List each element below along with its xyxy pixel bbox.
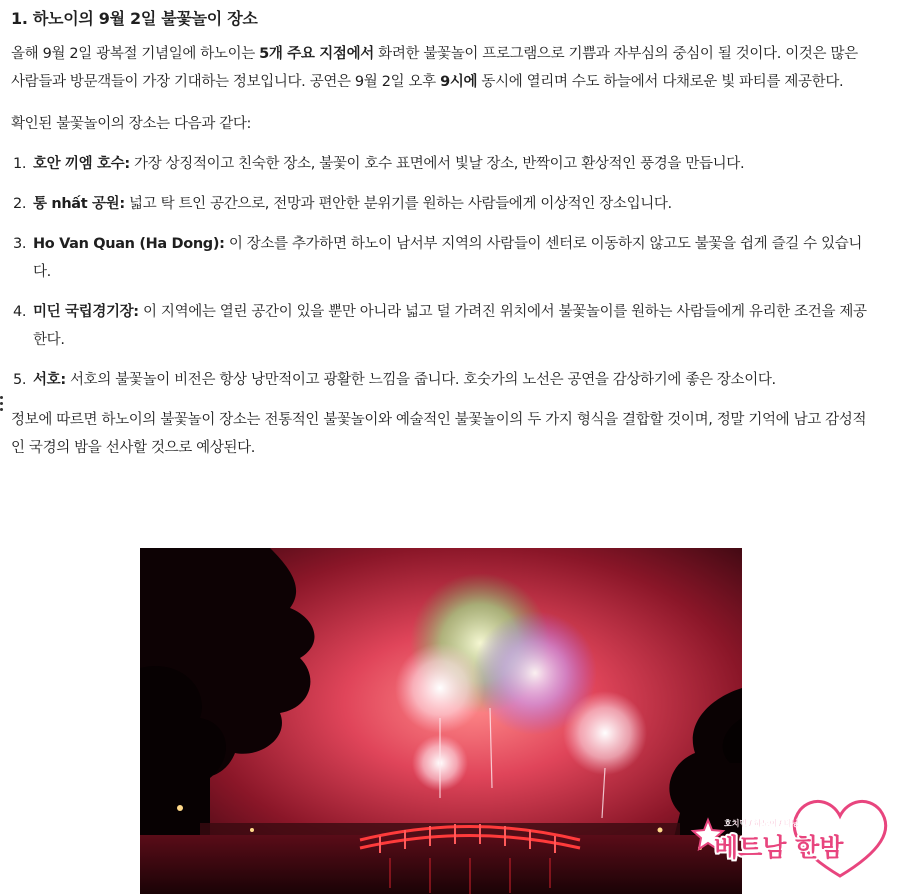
intro-text-3: 동시에 열리며 수도 하늘에서 다채로운 빛 파티를 제공한다. [477,74,844,90]
drag-handle-icon[interactable] [0,396,3,412]
fireworks-photo-illustration [140,548,742,894]
place-name: 서호: [33,372,66,388]
watermark-logo [690,790,890,880]
place-name: 호안 끼엠 호수: [33,156,130,172]
watermark-main-text: 베트남 한밤 [714,833,844,862]
intro-text-2: 화려한 불꽃놀이 프로그램으로 기쁨과 자부심의 중심이 될 것이다. 이것은 많은 사람들과 방문객들이 가장 기대하는 정보입니다. 공연은 9월 2일 오후 [11,46,858,90]
list-item [11,190,871,218]
place-description: 서호의 불꽃놀이 비전은 항상 낭만적이고 광활한 느낌을 줍니다. 호숫가의 노선은 공연을 감상하기에 좋은 장소이다. [65,372,776,388]
watermark-small-text: 호치민 / 하노이 / 다낭 [724,819,800,828]
list-number: 2. [13,196,27,212]
list-item [11,230,871,286]
places-list [11,150,871,394]
place-description: 이 지역에는 열린 공간이 있을 뿐만 아니라 넓고 덜 가려진 위치에서 불꽃놀이를 원하는 사람들에게 유리한 조건을 제공한다. [33,304,867,348]
list-item [11,150,871,178]
intro-bold-2: 9시에 [440,74,478,90]
list-item [11,366,871,394]
article-body [11,4,871,462]
list-number: 4. [13,304,27,320]
watermark-logo-graphic [690,790,890,880]
conclusion-paragraph: 정보에 따르면 하노이의 불꽃놀이 장소는 전통적인 불꽃놀이와 예술적인 불꽃놀이의 두 가지 형식을 결합할 것이며, 정말 기억에 남고 감성적인 국경의 밤을 선사할 것으로 예상된다. [11,412,867,456]
intro-bold-1: 5개 주요 지점에서 [259,46,374,62]
confirmed-paragraph: 확인된 불꽃놀이의 장소는 다음과 같다: [11,116,252,132]
fireworks-photo [140,548,742,894]
place-name: Ho Van Quan (Ha Dong): [33,236,225,252]
place-name: 미딘 국립경기장: [33,304,139,320]
list-item [11,298,871,354]
section-heading: 1. 하노이의 9월 2일 불꽃놀이 장소 [11,9,258,28]
intro-text-1: 올해 9월 2일 광복절 기념일에 하노이는 [11,46,260,62]
place-description: 이 장소를 추가하면 하노이 남서부 지역의 사람들이 센터로 이동하지 않고도 불꽃을 쉽게 즐길 수 있습니다. [33,236,863,280]
list-number: 5. [13,372,27,388]
place-name: 통 nhất 공원: [33,196,125,212]
place-description: 가장 상징적이고 친숙한 장소, 불꽃이 호수 표면에서 빛날 장소, 반짝이고 환상적인 풍경을 만듭니다. [129,156,745,172]
list-number: 3. [13,236,27,252]
list-number: 1. [13,156,27,172]
place-description: 넓고 탁 트인 공간으로, 전망과 편안한 분위기를 원하는 사람들에게 이상적인 장소입니다. [124,196,672,212]
intro-paragraph [11,40,871,96]
